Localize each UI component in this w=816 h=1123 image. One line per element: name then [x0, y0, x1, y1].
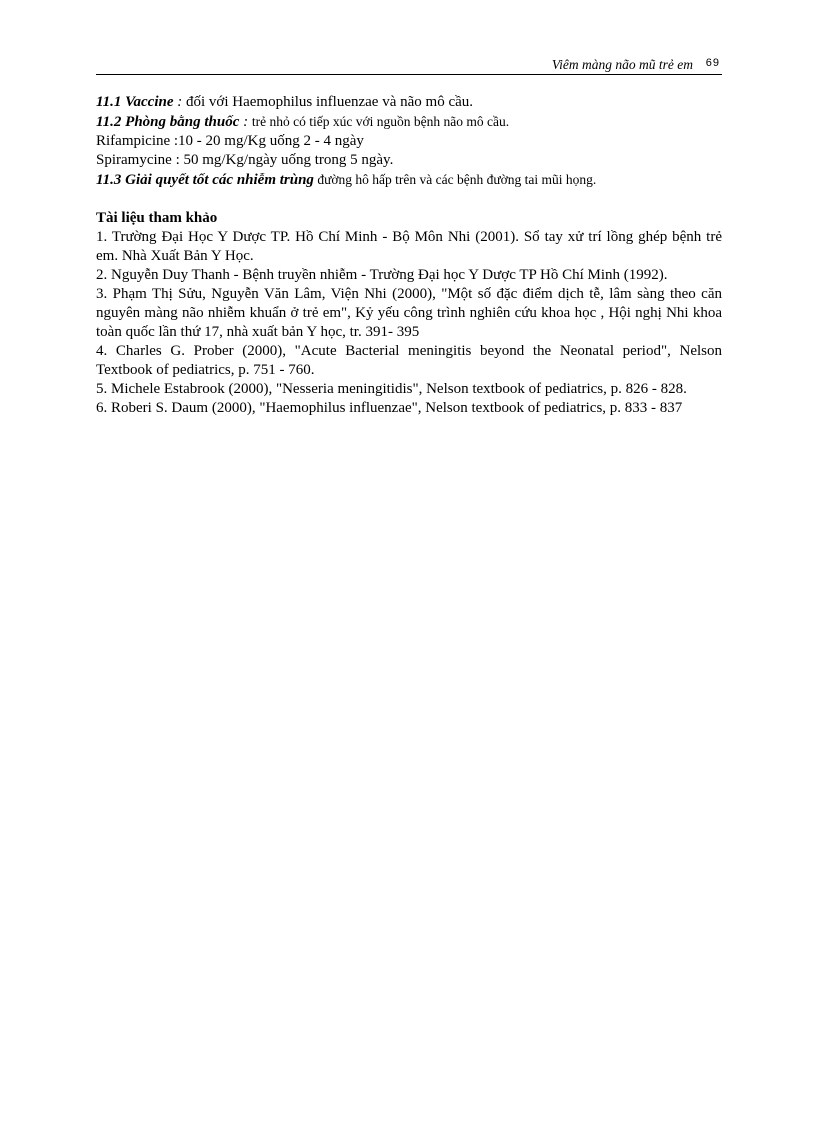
section-11-3: [96, 170, 722, 190]
reference-item: 2. Nguyễn Duy Thanh - Bệnh truyền nhiễm - Trường Đại học Y Dược TP Hồ Chí Minh (1992).: [96, 267, 668, 283]
spacer: [96, 190, 722, 209]
section-text: trẻ nhỏ có tiếp xúc với nguồn bệnh não mô cầu.: [251, 114, 510, 129]
section-11-1: [96, 93, 722, 112]
header-rule: [96, 74, 722, 75]
page-number: 69: [705, 57, 720, 69]
section-text: đối với Haemophilus influenzae và não mô cầu.: [186, 94, 474, 110]
reference-item: 6. Roberi S. Daum (2000), "Haemophilus influenzae", Nelson textbook of pediatrics, p. 833 - 837: [96, 400, 683, 416]
references-title: Tài liệu tham khảo: [96, 210, 218, 226]
section-label: 11.3 Giải quyết tốt các nhiễm trùng: [96, 172, 314, 188]
spiramycine-line: Spiramycine : 50 mg/Kg/ngày uống trong 5 ngày.: [96, 152, 394, 168]
section-separator: :: [173, 94, 186, 110]
reference-item: 1. Trường Đại Học Y Dược TP. Hồ Chí Minh - Bộ Môn Nhi (2001). Sổ tay xử trí lồng ghép bệnh trẻ em. Nhà Xuất Bản Y Học.: [96, 229, 722, 264]
section-label: 11.2 Phòng bằng thuốc: [96, 114, 240, 130]
section-separator: :: [239, 114, 252, 130]
reference-item: 3. Phạm Thị Sửu, Nguyễn Văn Lâm, Viện Nhi (2000), "Một số đặc điểm dịch tễ, lâm sàng theo căn nguyên màng não nhiễm khuẩn ở trẻ em", Kỷ yếu công trình nghiên cứu khoa học , Hội nghị Nhi khoa toàn quốc lần thứ 17, nhà xuất bản Y học, tr. 391- 395: [96, 286, 722, 340]
section-text: đường hô hấp trên và các bệnh đường tai mũi họng.: [313, 172, 597, 187]
rifampicine-line: Rifampicine :10 - 20 mg/Kg uống 2 - 4 ngày: [96, 133, 364, 149]
running-title: Viêm màng não mũ trẻ em: [551, 57, 693, 72]
reference-item: 5. Michele Estabrook (2000), "Nesseria meningitidis", Nelson textbook of pediatrics, p. 826 - 828.: [96, 381, 687, 397]
section-label: 11.1 Vaccine: [96, 94, 174, 110]
document-body: [96, 93, 722, 418]
page-header: [96, 55, 720, 75]
section-11-2: [96, 112, 722, 132]
reference-item: 4. Charles G. Prober (2000), "Acute Bacterial meningitis beyond the Neonatal period", Nelson Textbook of pediatrics, p. 751 - 760.: [96, 343, 722, 378]
